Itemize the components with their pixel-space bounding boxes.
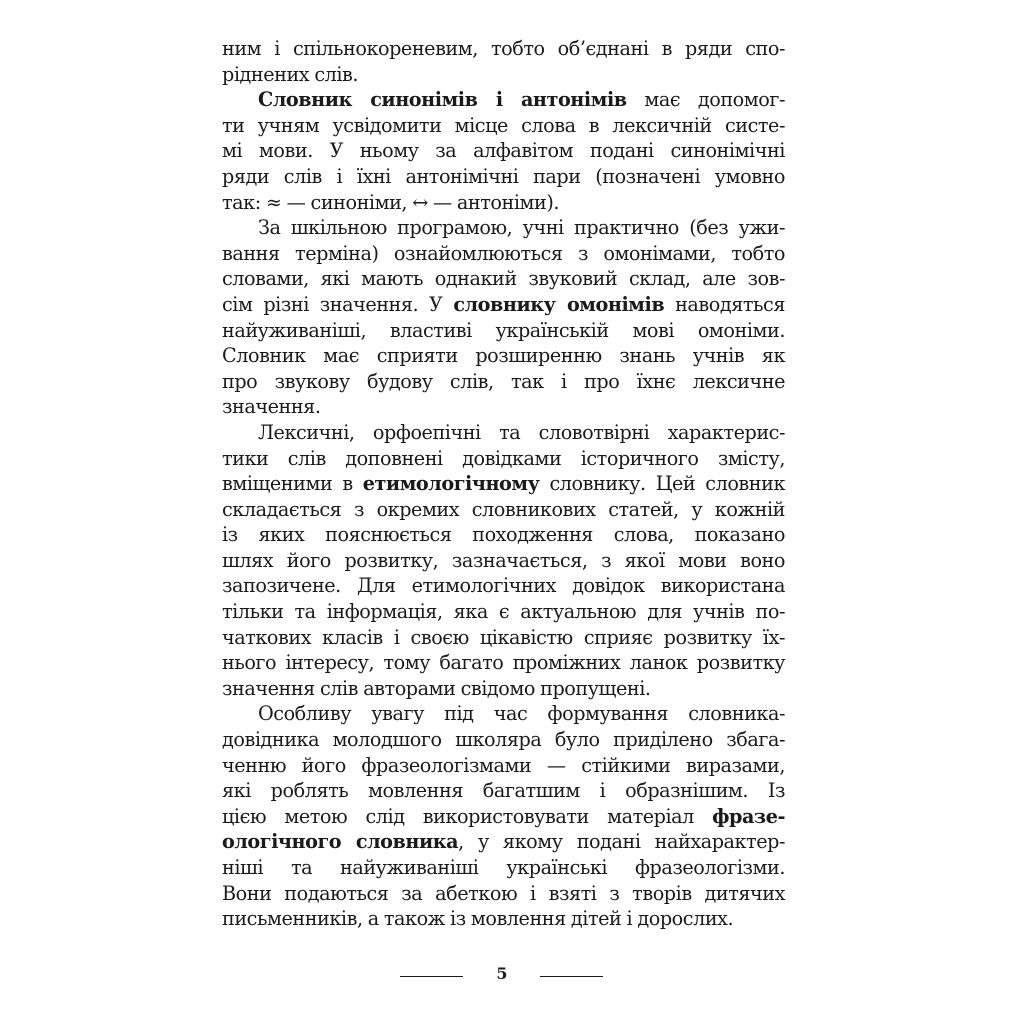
text-line: [222, 548, 785, 574]
text-line: [222, 804, 785, 830]
paragraph: [222, 420, 785, 702]
paragraph: [222, 87, 785, 215]
page-number: 5: [496, 964, 508, 983]
text-line: [222, 753, 785, 779]
text-run: Лексичні, орфоепічні та словотвірні характерис-: [258, 420, 785, 444]
text-line: [222, 676, 785, 702]
text-run: тики слів доповнені довідками історичного змісту,: [222, 446, 785, 470]
text-run: Особливу увагу під час формування словника-: [258, 702, 785, 726]
text-run: значення.: [222, 395, 321, 419]
text-line: [222, 318, 785, 344]
text-run: вання терміна) ознайомлюються з омонімами, тобто: [222, 241, 785, 265]
text-line: [222, 599, 785, 625]
text-run: із яких пояснюється походження слова, показано: [222, 523, 785, 547]
text-line: [222, 829, 785, 855]
bold-term: фразе-: [712, 804, 785, 828]
text-run: словнику. Цей словник: [539, 472, 785, 496]
text-line: [222, 881, 785, 907]
text-line: [222, 138, 785, 164]
text-run: значення слів авторами свідомо пропущені.: [222, 676, 651, 700]
text-run: письменників, а також із мовлення дітей і дорослих.: [222, 907, 734, 931]
text-run: сім різні значення. У: [222, 292, 454, 316]
text-line: [222, 906, 785, 932]
footer-rule-right: [540, 976, 603, 977]
text-line: [222, 87, 785, 113]
text-run: ріднених слів.: [222, 62, 359, 86]
bold-term: Словник синонімів і антонімів: [258, 88, 627, 112]
text-line: [222, 727, 785, 753]
paragraph: [222, 215, 785, 420]
text-line: [222, 855, 785, 881]
text-run: вміщеними в: [222, 472, 363, 496]
text-line: [222, 420, 785, 446]
text-line: [222, 62, 785, 88]
text-line: [222, 164, 785, 190]
footer-rule-left: [400, 976, 463, 977]
text-line: [222, 241, 785, 267]
text-line: [222, 292, 785, 318]
text-line: [222, 497, 785, 523]
text-run: так: ≈ — синоніми, ↔ — антоніми).: [222, 190, 560, 214]
text-run: складається з окремих словникових статей, у кожній: [222, 497, 785, 521]
text-run: довідника молодшого школяра було приділено збага-: [222, 728, 785, 752]
text-run: ряди слів і їхні антонімічні пари (позначені умовно: [222, 164, 785, 188]
text-run: ним і спільнокореневим, тобто об’єднані в ряди спо-: [222, 37, 785, 60]
text-line: [222, 701, 785, 727]
paragraph: [222, 701, 785, 931]
text-run: За шкільною програмою, учні практично (без ужи-: [258, 216, 785, 240]
bold-term: словнику омонімів: [453, 292, 665, 316]
text-run: наводяться: [664, 292, 786, 316]
text-run: мі мови. У ньому за алфавітом подані синонімічні: [222, 139, 785, 163]
page-footer: [0, 963, 1024, 987]
text-run: має допомог-: [626, 88, 785, 112]
text-line: [222, 266, 785, 292]
text-line: [222, 394, 785, 420]
text-line: [222, 113, 785, 139]
text-run: тільки та інформація, яка є актуальною для учнів по-: [222, 600, 785, 624]
text-run: найуживаніші, властиві українській мові омоніми.: [222, 318, 785, 342]
text-line: [222, 369, 785, 395]
text-run: нього інтересу, тому багато проміжних ланок розвитку: [222, 651, 785, 675]
bold-term: ологічного словника: [222, 830, 459, 854]
text-run: Словник має сприяти розширенню знань учнів як: [222, 344, 785, 368]
text-run: ніші та найуживаніші українські фразеологізми.: [222, 856, 785, 879]
text-line: [222, 778, 785, 804]
text-line: [222, 522, 785, 548]
text-line: [222, 343, 785, 369]
text-run: запозичене. Для етимологічних довідок використана: [222, 574, 785, 598]
text-run: шлях його розвитку, зазначається, з якої мови воно: [222, 548, 785, 572]
text-line: [222, 471, 785, 497]
text-line: [222, 650, 785, 676]
paragraph: [222, 36, 785, 87]
text-line: [222, 215, 785, 241]
text-run: ти учням усвідомити місце слова в лексичній систе-: [222, 113, 785, 137]
text-line: [222, 625, 785, 651]
text-line: [222, 36, 785, 62]
text-run: про звукову будову слів, так і про їхнє лексичне: [222, 369, 785, 393]
text-run: чаткових класів і своєю цікавістю сприяє розвитку їх-: [222, 625, 785, 649]
text-line: [222, 190, 785, 216]
text-run: ченню його фразеологізмами — стійкими виразами,: [222, 753, 785, 777]
text-run: Вони подаються за абеткою і взяті з творів дитячих: [222, 881, 785, 905]
text-run: , у якому подані найхарактер-: [458, 830, 785, 854]
text-run: які роблять мовлення багатшим і образнішим. Із: [222, 779, 785, 803]
bold-term: етимологічному: [362, 472, 540, 496]
text-line: [222, 573, 785, 599]
text-run: словами, які мають однакий звуковий склад, але зов-: [222, 267, 785, 291]
text-run: цією метою слід використовувати матеріал: [222, 804, 713, 828]
text-line: [222, 446, 785, 472]
page-body-text: [222, 36, 785, 932]
